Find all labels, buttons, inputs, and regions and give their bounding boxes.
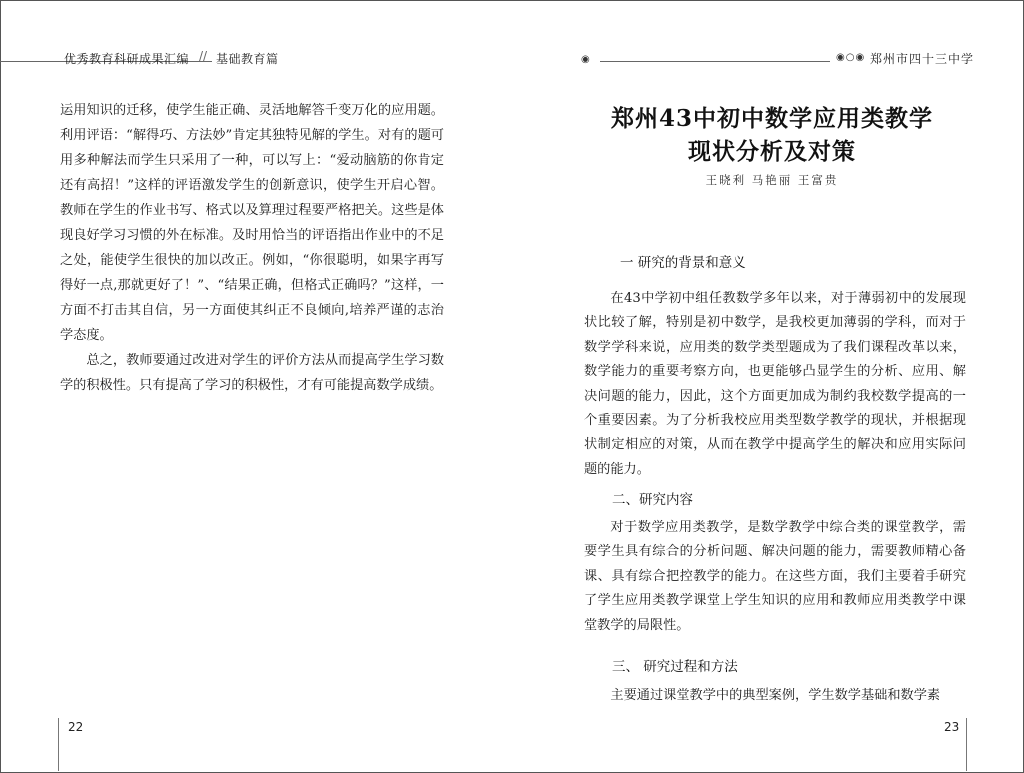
left-page-body <box>60 98 444 398</box>
article-title-line-1: 郑州43中初中数学应用类教学 <box>610 105 933 132</box>
section-2-text: 对于数学应用类教学，是数学教学中综合类的课堂教学，需要学生具有综合的分析问题、解决问题的能力，需要教师精心备课、具有综合把控教学的能力。在这些方面，我们主要着手研究了学生应用类教学课堂上学生知识的应用和教师应用类教学中课堂教学的局限性。 <box>584 520 966 633</box>
left-page-number: 22 <box>68 720 84 734</box>
section-3-text: 主要通过课堂教学中的典型案例，学生数学基础和数学素 <box>610 688 941 703</box>
left-header-subtitle: 基础教育篇 <box>216 52 279 66</box>
article-title <box>580 102 964 168</box>
section-2-heading: 二、研究内容 <box>612 492 693 508</box>
right-header-dots-icon: ◉○◉ <box>836 52 866 63</box>
left-header-separator: // <box>199 49 208 63</box>
right-header-dot-icon: ◉ <box>581 54 590 65</box>
section-1-text: 在43中学初中组任教数学多年以来，对于薄弱初中的发展现状比较了解，特别是初中数学，是我校更加薄弱的学科，而对于数学学科来说，应用类的数学类型题成为了我们课程改革以来，数学能力的重要考察方向，也更能够凸显学生的分析、应用、解决问题的能力，因此，这个方面更加成为制约我校数学提高的一个重要因素。为了分析我校应用类型数学教学的现状，并根据现状制定相应的对策，从而在教学中提高学生的解决和应用实际问题的能力。 <box>584 291 966 477</box>
section-3-heading: 三、 研究过程和方法 <box>612 659 738 675</box>
article-title-line-2: 现状分析及对策 <box>688 138 856 165</box>
section-1-heading: 一 研究的背景和意义 <box>620 255 746 271</box>
left-header-title: 优秀教育科研成果汇编 <box>64 52 190 66</box>
left-paragraph-1: 运用知识的迁移，使学生能正确、灵活地解答千变万化的应用题。利用评语：“解得巧、方法妙”肯定其独特见解的学生。对有的题可用多种解法而学生只采用了一种，可以写上：“爱动脑筋的你肯定还有高招！”这样的评语激发学生的创新意识，使学生开启心智。教师在学生的作业书写、格式以及算理过程要严格把关。这些是体现良好学习习惯的外在标准。及时用恰当的评语指出作业中的不足之处，能使学生很快的加以改正。例如，“你很聪明，如果字再写得好一点,那就更好了！”、“结果正确，但格式正确吗？”这样，一方面不打击其自信，另一方面使其纠正不良倾向,培养严谨的志治学态度。 <box>60 103 444 343</box>
left-paragraph-2: 总之，教师要通过改进对学生的评价方法从而提高学生学习数学的积极性。只有提高了学习的积极性，才有可能提高数学成绩。 <box>60 353 444 393</box>
left-footer-rule <box>58 718 59 771</box>
right-footer-rule <box>966 718 967 771</box>
right-header-title: 郑州市四十三中学 <box>870 52 975 66</box>
article-authors: 王晓利 马艳丽 王富贵 <box>705 173 839 187</box>
right-header-rule <box>600 61 830 62</box>
right-page-number: 23 <box>944 720 960 734</box>
